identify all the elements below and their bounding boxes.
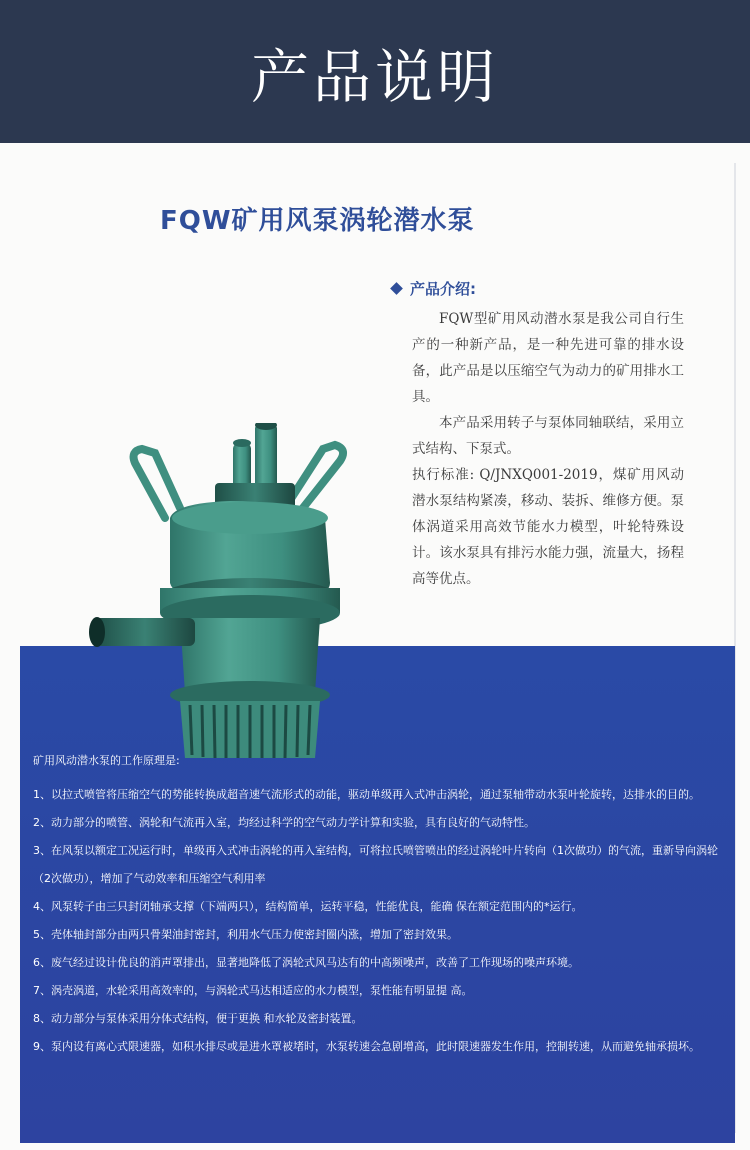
intro-heading <box>392 278 476 299</box>
principle-item: 1、以拉式喷管将压缩空气的势能转换成超音速气流形式的动能，驱动单级再入式冲击涡轮，通过泵轴带动水泵叶轮旋转，达排水的目的。 <box>33 788 700 801</box>
principle-item: 3、在风泵以额定工况运行时，单级再入式冲击涡轮的再入室结构，可将拉氏喷管喷出的经过涡轮叶片转向（1次做功）的气流，重新导向涡轮（2次做功），增加了气动效率和压缩空气利用率 <box>33 844 718 885</box>
intro-body <box>412 306 684 592</box>
principle-item: 9、泵内设有离心式限速器，如积水排尽或是进水罩被堵时，水泵转速会急剧增高，此时限速器发生作用，控制转速，从而避免轴承损坏。 <box>33 1040 700 1053</box>
brochure-page <box>0 143 750 1150</box>
principle-item: 5、壳体轴封部分由两只骨架油封密封，利用水气压力使密封圈内涨，增加了密封效果。 <box>33 928 458 941</box>
principle-item: 8、动力部分与泵体采用分体式结构，便于更换 和水轮及密封装置。 <box>33 1012 363 1025</box>
page-header <box>0 0 750 143</box>
principle-item: 2、动力部分的喷管、涡轮和气流再入室，均经过科学的空气动力学计算和实验，具有良好的气动特性。 <box>33 816 535 829</box>
header-title: 产品说明 <box>250 42 499 111</box>
diamond-bullet-icon <box>390 282 403 295</box>
principle-item: 6、废气经过设计优良的消声罩排出，显著地降低了涡轮式风马达有的中高频噪声，改善了工作现场的噪声环境。 <box>33 956 579 969</box>
principle-item: 7、涡壳涡道，水轮采用高效率的，与涡轮式马达相适应的水力模型，泵性能有明显提 高。 <box>33 984 473 997</box>
working-principles <box>33 751 723 1061</box>
intro-paragraph: FQW型矿用风动潜水泵是我公司自行生产的一种新产品，是一种先进可靠的排水设备，此产品是以压缩空气为动力的矿用排水工具。 <box>412 311 684 405</box>
intro-heading-label: 产品介绍: <box>410 280 476 298</box>
principles-title: 矿用风动潜水泵的工作原理是: <box>33 754 180 767</box>
principle-item: 4、风泵转子由三只封闭轴承支撑（下端两只），结构简单，运转平稳，性能优良，能确 保在额定范围内的*运行。 <box>33 900 583 913</box>
pump-illustration <box>85 423 375 763</box>
product-title: FQW矿用风泵涡轮潜水泵 <box>160 206 475 236</box>
intro-paragraph: 执行标准: Q/JNXQ001-2019，煤矿用风动潜水泵结构紧凑，移动、装拆、维修方便。泵体涡道采用高效节能水力模型，叶轮特殊设计。该水泵具有排污水能力强，流量大，扬程高等优点。 <box>412 467 684 587</box>
intro-paragraph: 本产品采用转子与泵体同轴联结，采用立式结构、下泵式。 <box>412 415 684 457</box>
